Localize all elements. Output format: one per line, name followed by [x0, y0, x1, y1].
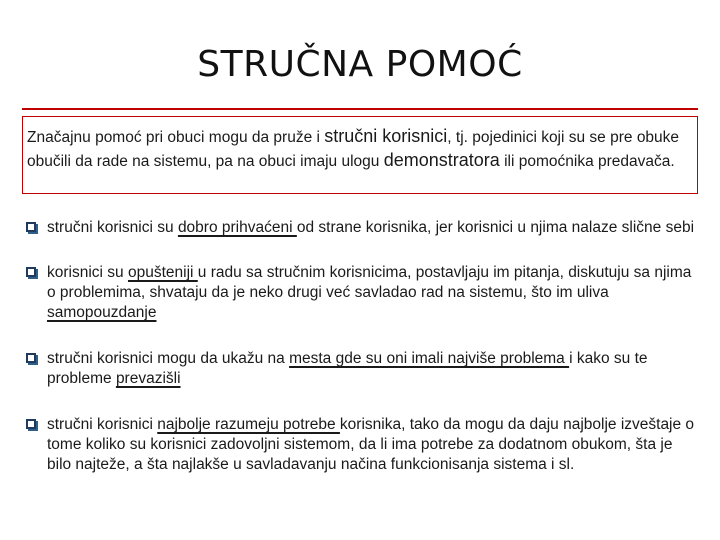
item-text: korisnika, tako da mogu da daju najbolje izveštaje o tome koliko su korisnici zadovoljni sistemom, da li ima potrebe za dodatnom obukom, šta je bilo najteže, a šta najlakše u savladavanju načina funkcionisanja sistema i sl.	[47, 416, 695, 473]
intro-term-demonstrators: demonstratora	[383, 150, 500, 170]
list-item	[26, 218, 698, 238]
intro-box	[22, 116, 698, 194]
intro-text: , tj. pojedinici koji su se pre obuke obučili da rade na sistemu, pa na obuci imaju ulogu	[27, 129, 680, 170]
square-bullet-icon	[26, 419, 36, 429]
item-emphasis: mesta gde su oni imali najviše problema	[289, 350, 570, 367]
square-bullet-icon	[26, 222, 36, 232]
item-text: stručni korisnici mogu da ukažu na	[47, 350, 290, 367]
item-text: od strane korisnika, jer korisnici u njima nalaze slične sebi	[296, 219, 695, 236]
bullet-list	[26, 218, 698, 475]
square-bullet-icon	[26, 267, 36, 277]
item-emphasis: najbolje razumeju potrebe	[157, 416, 340, 433]
list-item	[26, 415, 698, 475]
item-text: stručni korisnici	[47, 416, 158, 433]
item-text: korisnici su	[47, 264, 128, 281]
intro-term-expert-users: stručni korisnici	[324, 126, 448, 146]
item-emphasis: opušteniji	[127, 264, 198, 281]
item-emphasis: samopouzdanje	[47, 304, 157, 321]
slide-title: STRUČNA POMOĆ	[197, 44, 523, 85]
item-emphasis: prevazišli	[115, 370, 181, 387]
intro-text: ili pomoćnika predavača.	[499, 153, 675, 170]
item-emphasis: dobro prihvaćeni	[177, 219, 297, 236]
square-bullet-icon	[26, 353, 36, 363]
item-text: u radu sa stručnim korisnicima, postavljaju im pitanja, diskutuju sa njima o problemima, shvataju da je neko drugi već savladao rad na sistemu, što im uliva	[47, 264, 692, 301]
list-item	[26, 349, 698, 389]
item-text: stručni korisnici su	[47, 219, 178, 236]
item-text: i kako su te probleme	[47, 350, 648, 387]
title-divider	[22, 108, 698, 110]
list-item	[26, 263, 698, 323]
intro-text: Značajnu pomoć pri obuci mogu da pruže i	[27, 129, 325, 146]
